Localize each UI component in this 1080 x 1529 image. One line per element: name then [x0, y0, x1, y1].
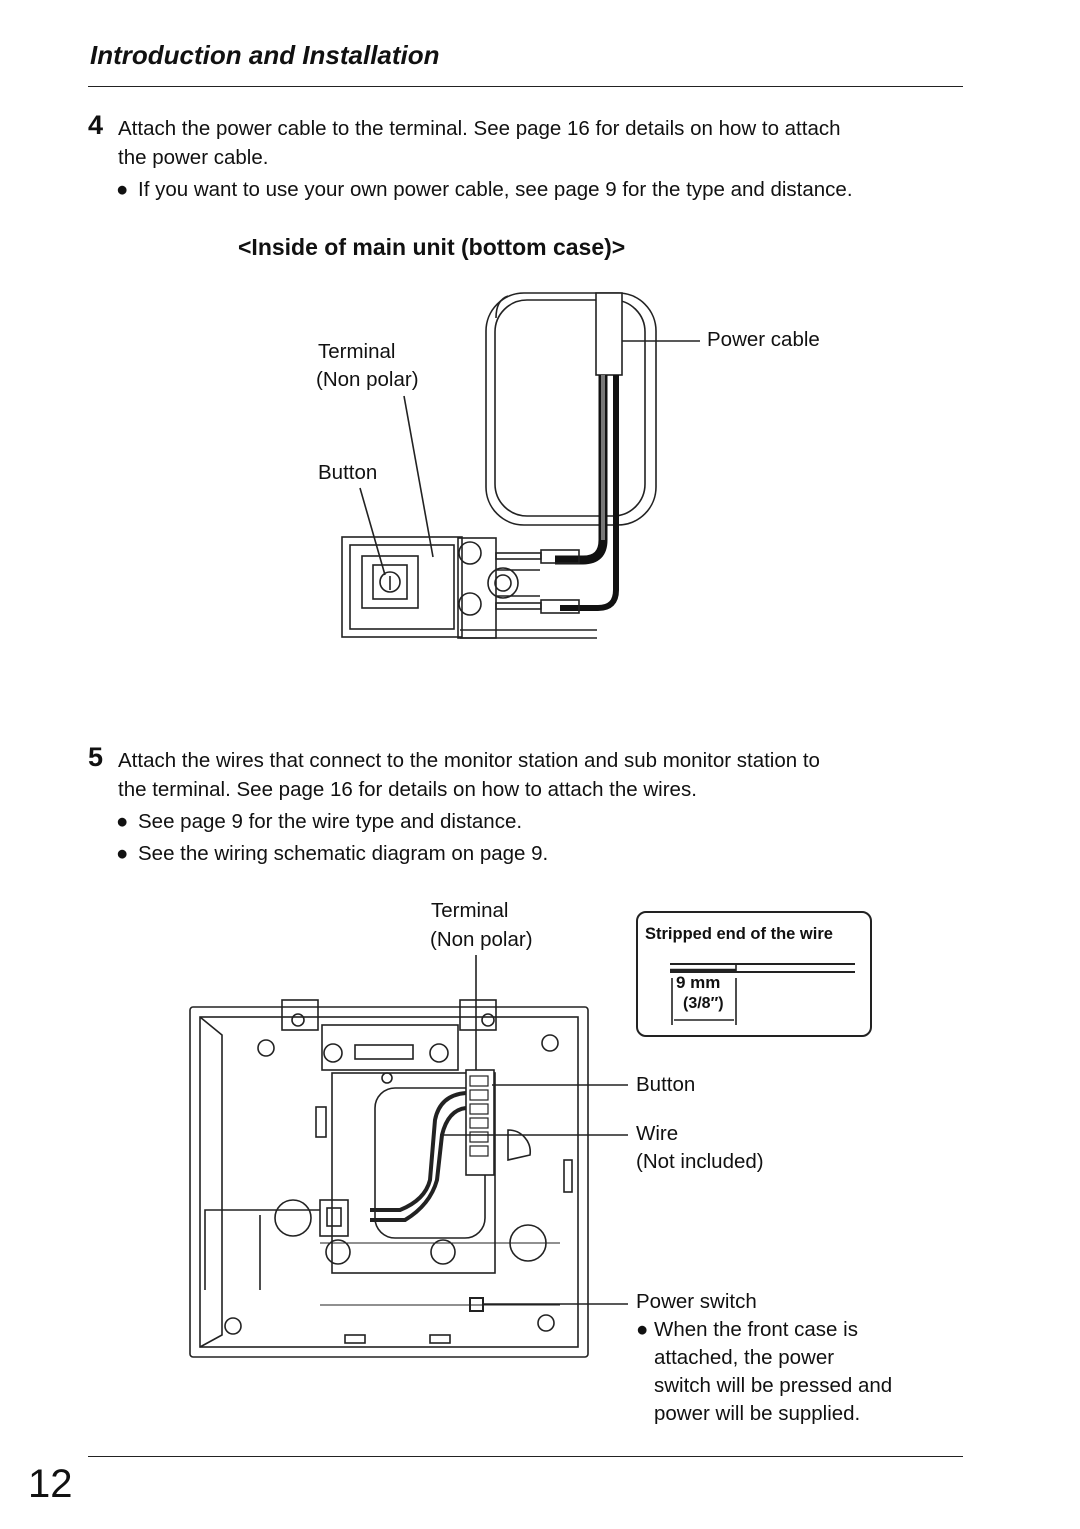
- figure-2-terminal-label-sub: (Non polar): [430, 928, 533, 951]
- bullet-icon: ●: [116, 842, 129, 865]
- bullet-icon: ●: [116, 178, 129, 201]
- page-number: 12: [28, 1462, 73, 1506]
- figure-1-terminal-label-sub: (Non polar): [316, 368, 419, 391]
- power-switch-note-line: When the front case is: [654, 1318, 858, 1341]
- figure-1-power-cable-label: Power cable: [707, 328, 820, 351]
- stripped-wire-inch: (3/8″): [683, 995, 724, 1012]
- power-switch-note-line: attached, the power: [654, 1346, 835, 1369]
- step-4-bullet-text: If you want to use your own power cable, see page 9 for the type and distance.: [138, 178, 853, 201]
- step-5-bullet: [116, 807, 522, 836]
- figure-2-wire-label: Wire: [636, 1122, 679, 1145]
- power-switch-note-line: switch will be pressed and: [654, 1374, 893, 1397]
- figure-2-button-label: Button: [636, 1073, 696, 1096]
- figure-2-diagram: [0, 880, 1080, 1380]
- power-switch-note-line: power will be supplied.: [654, 1402, 861, 1425]
- step-5-number: 5: [88, 742, 104, 772]
- stripped-wire-mm: 9 mm: [676, 973, 721, 992]
- footer-rule: [88, 1456, 963, 1457]
- figure-1-button-label: Button: [318, 461, 378, 484]
- step-5-text-line2: the terminal. See page 16 for details on how to attach the wires.: [118, 778, 697, 801]
- step-5-text-line1: Attach the wires that connect to the monitor station and sub monitor station to: [118, 749, 820, 772]
- figure-1-title: <Inside of main unit (bottom case)>: [238, 234, 626, 260]
- figure-2-wire-label-sub: (Not included): [636, 1150, 764, 1173]
- bullet-icon: ●: [116, 810, 129, 833]
- step-5-bullet-text: See the wiring schematic diagram on page 9.: [138, 842, 549, 865]
- figure-2-power-switch-label: Power switch: [636, 1290, 757, 1313]
- figure-2-terminal-label: Terminal: [431, 899, 509, 922]
- step-4-text-line2: the power cable.: [118, 146, 269, 169]
- figure-1-diagram: [0, 0, 1080, 720]
- stripped-wire-title: Stripped end of the wire: [645, 925, 833, 943]
- step-4-text-line1: Attach the power cable to the terminal. See page 16 for details on how to attach: [118, 117, 841, 140]
- bullet-icon: ●: [636, 1318, 649, 1341]
- step-5-bullet-text: See page 9 for the wire type and distance.: [138, 810, 523, 833]
- figure-1-terminal-label: Terminal: [318, 340, 396, 363]
- step-5-bullet: [116, 839, 548, 868]
- step-4-number: 4: [88, 110, 104, 140]
- section-title: Introduction and Installation: [90, 40, 440, 70]
